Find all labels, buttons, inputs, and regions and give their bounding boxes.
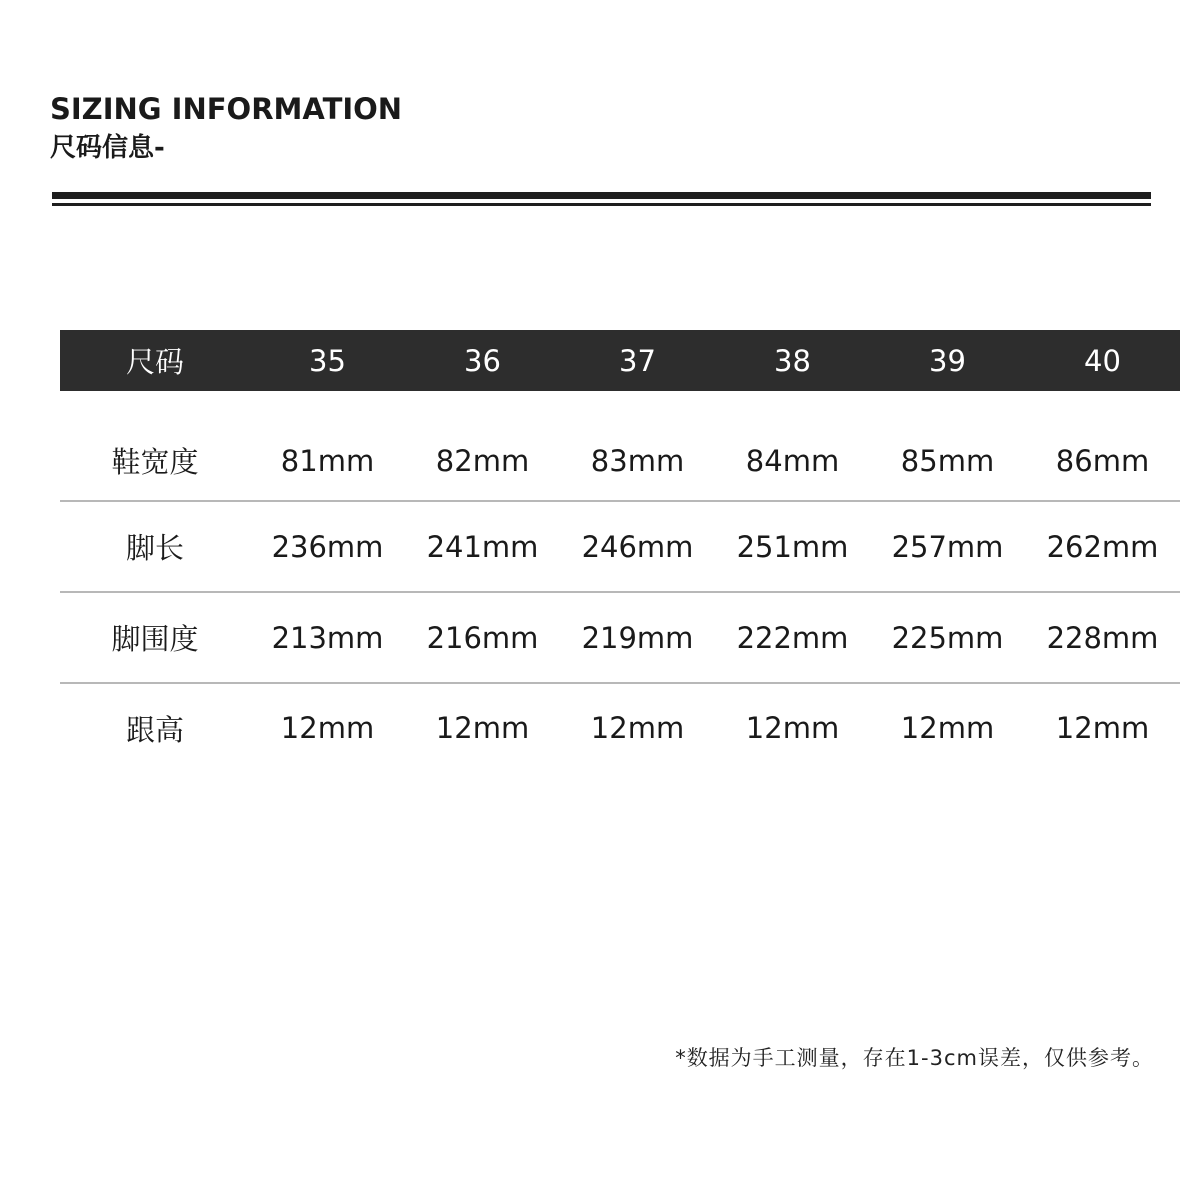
table-cell: 216mm [405,592,560,683]
header-cell-label: 尺码 [60,330,250,391]
table-cell: 12mm [1055,711,1150,745]
size-table [60,330,1180,772]
page-title-en: SIZING INFORMATION [50,92,403,126]
table-cell: 84mm [715,391,870,501]
page-title-cn: 尺码信息- [50,133,165,163]
row-label: 脚围度 [60,592,250,683]
table-cell: 213mm [250,592,405,683]
table-cell: 222mm [715,592,870,683]
row-label: 脚长 [60,501,250,592]
header-cell-size: 36 [405,330,560,391]
table-row [60,391,1180,501]
table-cell: 262mm [1025,501,1180,592]
header-cell-size: 37 [560,330,715,391]
table-cell: 81mm [250,391,405,501]
table-cell: 12mm [590,711,685,745]
table-cell: 225mm [870,592,1025,683]
table-cell: 82mm [405,391,560,501]
header-cell-size: 38 [715,330,870,391]
table-cell: 257mm [870,501,1025,592]
header-cell-size: 39 [870,330,1025,391]
table-row [60,501,1180,592]
table-cell: 228mm [1025,592,1180,683]
divider-thick [52,192,1151,199]
table-header-row [60,330,1180,391]
table-cell: 219mm [560,592,715,683]
divider-thin [52,203,1151,206]
table-cell: 12mm [280,711,375,745]
row-label: 鞋宽度 [60,391,250,501]
table-cell: 12mm [900,711,995,745]
table-cell: 12mm [435,711,530,745]
table-cell: 83mm [560,391,715,501]
row-label: 跟高 [125,712,184,747]
header-cell-size: 40 [1025,330,1180,391]
table-cell: 241mm [405,501,560,592]
table-cell: 236mm [250,501,405,592]
table-cell: 12mm [745,711,840,745]
table-row [60,592,1180,683]
table-cell: 251mm [715,501,870,592]
table-row [60,683,1180,772]
footnote: *数据为手工测量，存在1-3cm误差，仅供参考。 [675,1046,1154,1070]
table-cell: 85mm [870,391,1025,501]
table-cell: 86mm [1025,391,1180,501]
table-cell: 246mm [560,501,715,592]
header-cell-size: 35 [250,330,405,391]
